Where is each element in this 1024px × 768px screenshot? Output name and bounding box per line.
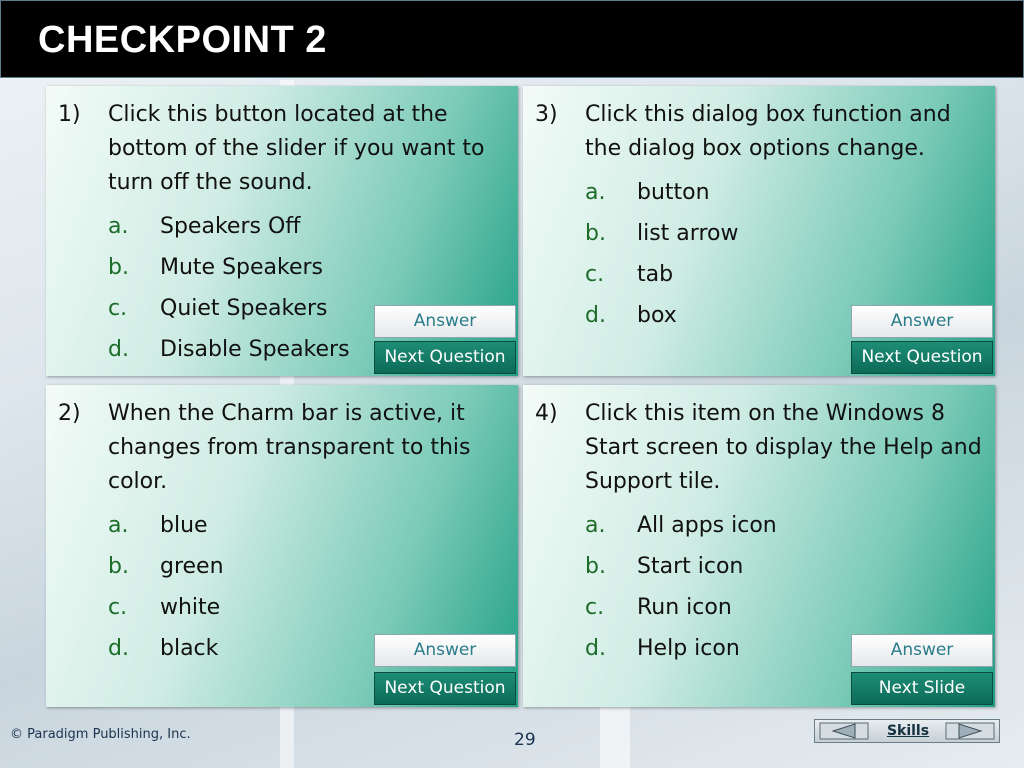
option-item — [585, 587, 983, 628]
next-slide-button[interactable]: Next Slide — [851, 672, 993, 705]
option-item — [108, 587, 506, 628]
previous-button[interactable] — [819, 722, 869, 740]
option-text: Disable Speakers — [160, 337, 350, 362]
option-item — [108, 247, 506, 288]
question-number: 4) — [535, 401, 558, 426]
option-item — [585, 546, 983, 587]
option-letter: b. — [108, 554, 129, 579]
answer-button[interactable]: Answer — [374, 634, 516, 667]
option-letter: c. — [108, 296, 128, 321]
next-question-button[interactable]: Next Question — [374, 672, 516, 705]
title-bar — [0, 0, 1024, 78]
option-text: tab — [637, 262, 674, 287]
option-item — [585, 172, 983, 213]
triangle-left-icon — [819, 722, 869, 740]
triangle-right-icon — [945, 722, 995, 740]
option-item — [585, 213, 983, 254]
option-letter: d. — [585, 303, 606, 328]
option-item — [108, 206, 506, 247]
question-panel-2 — [46, 385, 518, 707]
question-panel-3 — [523, 86, 995, 376]
option-text: Start icon — [637, 554, 744, 579]
slide-nav-bar — [814, 719, 1000, 743]
option-item — [585, 505, 983, 546]
skills-link[interactable]: Skills — [886, 723, 930, 739]
answer-button[interactable]: Answer — [374, 305, 516, 338]
option-text: button — [637, 180, 710, 205]
option-letter: a. — [585, 513, 606, 538]
option-letter: a. — [108, 513, 129, 538]
slide-title: CHECKPOINT 2 — [38, 19, 327, 61]
option-letter: a. — [108, 214, 129, 239]
option-item — [108, 505, 506, 546]
question-text: Click this dialog box function and the dialog box options change. — [585, 102, 951, 161]
option-text: Quiet Speakers — [160, 296, 328, 321]
option-letter: c. — [585, 262, 605, 287]
option-letter: d. — [108, 337, 129, 362]
next-question-button[interactable]: Next Question — [851, 341, 993, 374]
question-panel-1 — [46, 86, 518, 376]
option-text: Mute Speakers — [160, 255, 324, 280]
option-text: Speakers Off — [160, 214, 301, 239]
question-panel-4 — [523, 385, 995, 707]
option-letter: a. — [585, 180, 606, 205]
copyright-text: © Paradigm Publishing, Inc. — [10, 727, 191, 742]
option-text: Help icon — [637, 636, 740, 661]
option-letter: c. — [108, 595, 128, 620]
question-block — [58, 397, 506, 669]
option-letter: b. — [585, 221, 606, 246]
option-letter: c. — [585, 595, 605, 620]
next-question-button[interactable]: Next Question — [374, 341, 516, 374]
option-text: All apps icon — [637, 513, 777, 538]
question-block — [535, 98, 983, 336]
question-number: 3) — [535, 102, 558, 127]
option-text: green — [160, 554, 224, 579]
question-text: Click this button located at the bottom of the slider if you want to turn off the sound. — [108, 102, 485, 195]
option-letter: d. — [108, 636, 129, 661]
option-text: blue — [160, 513, 208, 538]
option-item — [585, 254, 983, 295]
next-button[interactable] — [945, 722, 995, 740]
option-text: black — [160, 636, 219, 661]
question-number: 1) — [58, 102, 81, 127]
option-text: white — [160, 595, 221, 620]
answer-button[interactable]: Answer — [851, 305, 993, 338]
option-letter: d. — [585, 636, 606, 661]
option-item — [108, 546, 506, 587]
answer-button[interactable]: Answer — [851, 634, 993, 667]
option-text: list arrow — [637, 221, 739, 246]
option-text: box — [637, 303, 677, 328]
question-number: 2) — [58, 401, 81, 426]
option-letter: b. — [108, 255, 129, 280]
page-number: 29 — [514, 730, 536, 750]
option-letter: b. — [585, 554, 606, 579]
question-block — [535, 397, 983, 669]
question-text: When the Charm bar is active, it changes from transparent to this color. — [108, 401, 471, 494]
question-text: Click this item on the Windows 8 Start screen to display the Help and Support tile. — [585, 401, 982, 494]
background-light-beam — [600, 700, 630, 768]
option-text: Run icon — [637, 595, 732, 620]
